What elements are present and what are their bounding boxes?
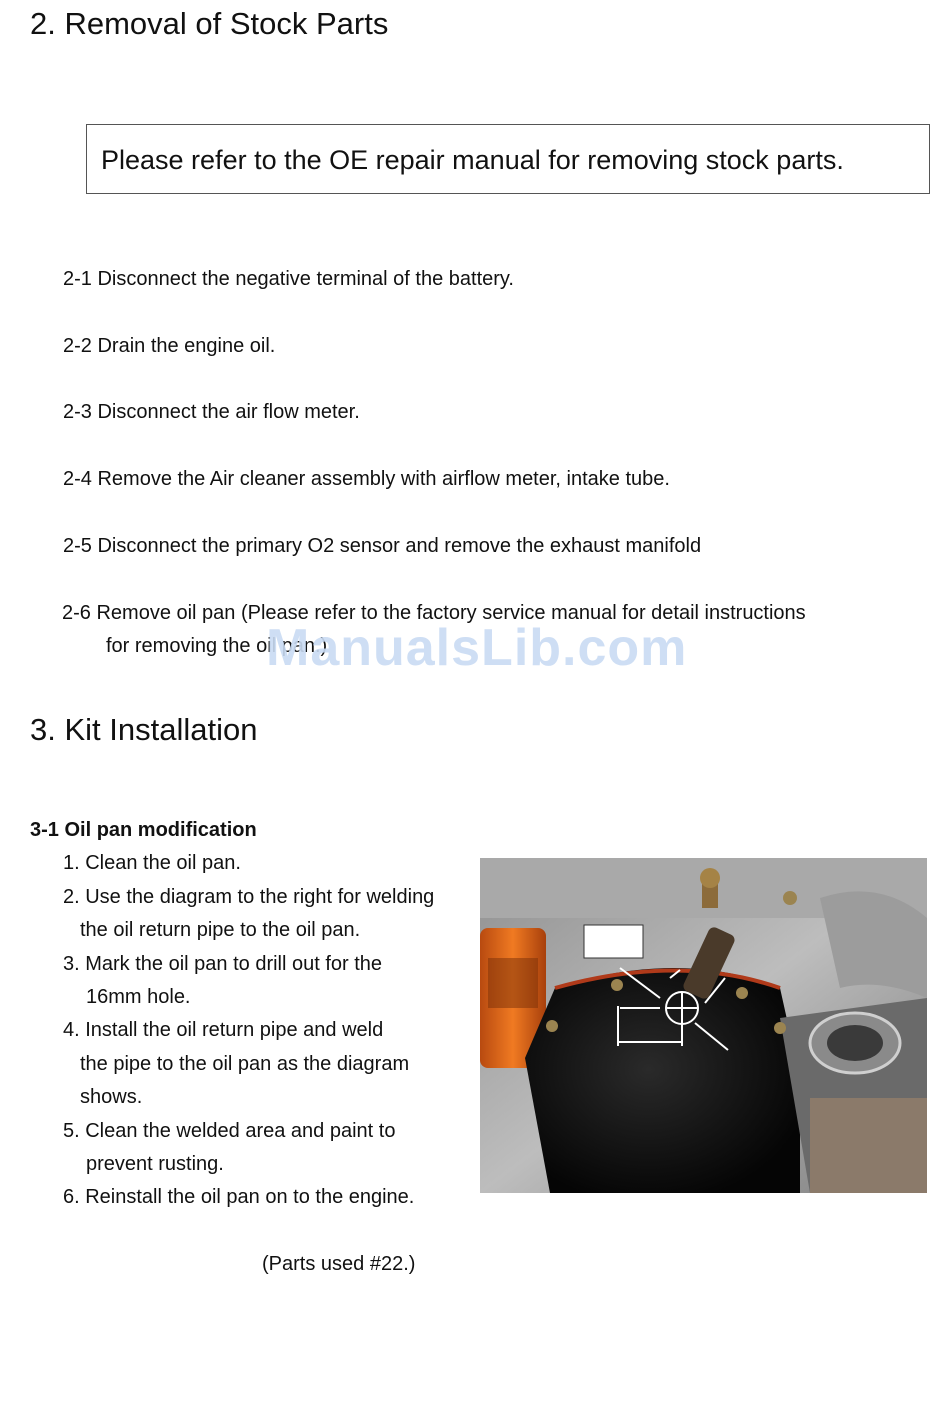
step-2-1: 2-1 Disconnect the negative terminal of the battery. [63, 268, 514, 290]
step-2-2: 2-2 Drain the engine oil. [63, 335, 276, 357]
instruction-line: 4. Install the oil return pipe and weld [63, 1019, 384, 1041]
instruction-line: 5. Clean the welded area and paint to [63, 1120, 396, 1142]
step-2-4: 2-4 Remove the Air cleaner assembly with airflow meter, intake tube. [63, 468, 670, 490]
step-2-3: 2-3 Disconnect the air flow meter. [63, 401, 360, 423]
instruction-line: 3. Mark the oil pan to drill out for the [63, 953, 383, 975]
instruction-line: prevent rusting. [86, 1153, 224, 1175]
oil-pan-photo [480, 858, 927, 1193]
instruction-line: 2. Use the diagram to the right for welding [63, 886, 435, 908]
instruction-line: 1. Clean the oil pan. [63, 852, 241, 874]
watermark: ManualsLib.com [266, 619, 688, 677]
parts-used-note: (Parts used #22.) [262, 1253, 416, 1275]
section-2-title: 2. Removal of Stock Parts [30, 6, 389, 41]
subsection-title: 3-1 Oil pan modification [30, 819, 257, 841]
callout-text: Please refer to the OE repair manual for removing stock parts. [101, 145, 844, 175]
step-2-6-continued: for removing the oil pan.) [106, 635, 328, 657]
instruction-line: the pipe to the oil pan as the diagram [80, 1053, 410, 1075]
section-3-title: 3. Kit Installation [30, 712, 258, 747]
step-2-5: 2-5 Disconnect the primary O2 sensor and remove the exhaust manifold [63, 535, 702, 557]
step-2-6: 2-6 Remove oil pan (Please refer to the factory service manual for detail instructions [62, 602, 806, 624]
instruction-line: 16mm hole. [86, 986, 191, 1008]
instruction-line: 6. Reinstall the oil pan on to the engine. [63, 1186, 415, 1208]
instruction-line: the oil return pipe to the oil pan. [80, 919, 361, 941]
oe-manual-callout [86, 124, 930, 194]
instruction-line: shows. [80, 1086, 143, 1108]
